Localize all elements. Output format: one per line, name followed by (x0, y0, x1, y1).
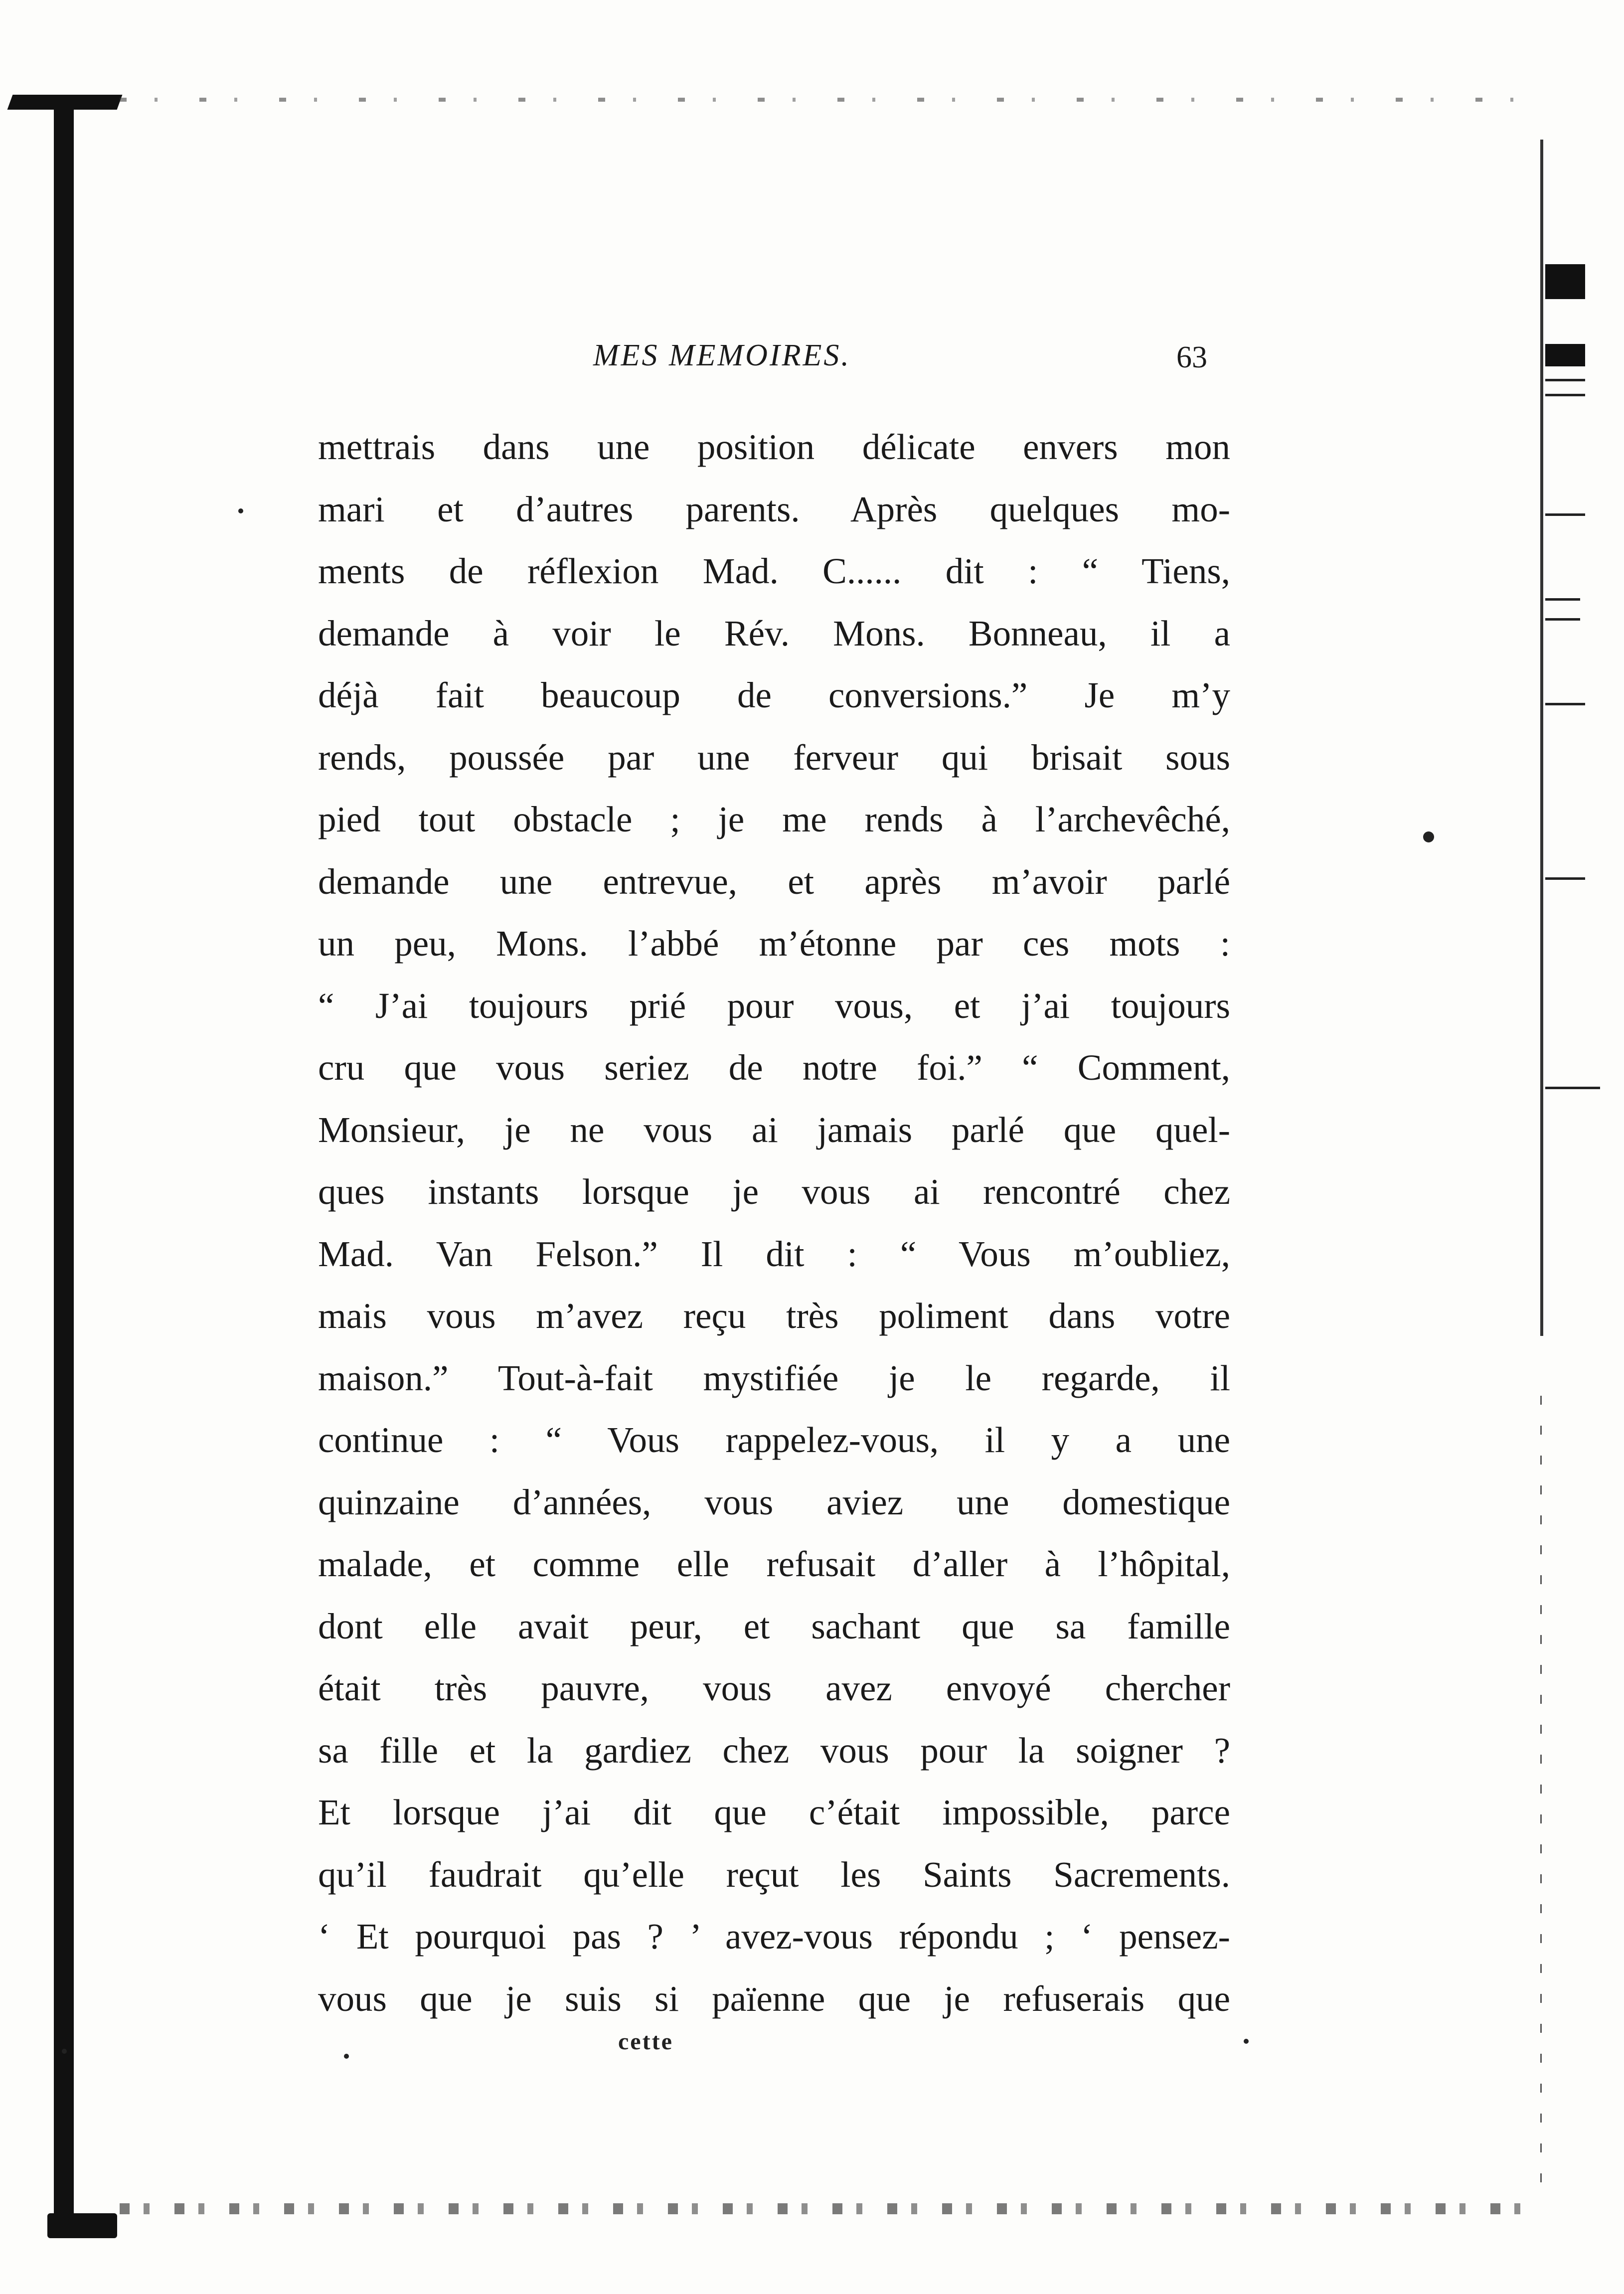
body-text (318, 416, 1230, 2030)
text-line: était très pauvre, vous avez envoyé chercher (318, 1668, 1230, 1708)
edge-mark (1545, 379, 1585, 381)
text-line: continue : “ Vous rappelez-vous, il y a une (318, 1420, 1230, 1460)
edge-mark (1545, 598, 1580, 601)
text-line: qu’il faudrait qu’elle reçut les Saints Sacrements. (318, 1854, 1230, 1895)
text-line: quinzaine d’années, vous aviez une domestique (318, 1481, 1230, 1522)
right-page-edge-lower (1540, 1396, 1542, 2193)
text-line: “ J’ai toujours prié pour vous, et j’ai toujours (318, 985, 1230, 1026)
ink-speck (344, 2054, 349, 2059)
right-page-edge (1540, 140, 1543, 1336)
text-line: ques instants lorsque je vous ai rencontré chez (318, 1171, 1230, 1212)
running-title: MES MEMOIRES. (593, 338, 851, 372)
text-line: pied tout obstacle ; je me rends à l’archevêché, (318, 799, 1230, 839)
edge-mark (1545, 1087, 1600, 1089)
edge-mark (1545, 344, 1585, 366)
text-line: mari et d’autres parents. Après quelques mo- (318, 489, 1230, 529)
text-line: déjà fait beaucoup de conversions.” Je m’y (318, 675, 1230, 715)
edge-mark (1545, 394, 1585, 396)
text-line: malade, et comme elle refusait d’aller à l’hôpital, (318, 1544, 1230, 1584)
text-line: dont elle avait peur, et sachant que sa famille (318, 1606, 1230, 1646)
text-line: un peu, Mons. l’abbé m’étonne par ces mots : (318, 923, 1230, 964)
edge-mark (1545, 703, 1585, 705)
ink-speck (1423, 831, 1434, 842)
edge-mark (1545, 618, 1580, 621)
text-line: vous que je suis si païenne que je refuserais que (318, 1978, 1230, 2019)
catchword: cette (618, 2028, 673, 2055)
text-line: maison.” Tout-à-fait mystifiée je le regarde, il (318, 1357, 1230, 1398)
text-line: Mad. Van Felson.” Il dit : “ Vous m’oubliez, (318, 1233, 1230, 1274)
scan-edge-top (120, 98, 1540, 102)
text-line: mettrais dans une position délicate envers mon (318, 427, 1230, 467)
binding-edge-bottom (47, 2213, 117, 2238)
text-line: demande à voir le Rév. Mons. Bonneau, il a (318, 613, 1230, 654)
text-line: ments de réflexion Mad. C...... dit : “ Tiens, (318, 551, 1230, 591)
edge-mark (1545, 513, 1585, 516)
ink-speck (238, 508, 243, 513)
binding-edge (54, 105, 74, 2233)
text-line: rends, poussée par une ferveur qui brisait sous (318, 737, 1230, 778)
text-line: cru que vous seriez de notre foi.” “ Comment, (318, 1047, 1230, 1088)
scan-edge-bottom (120, 2203, 1540, 2214)
text-line: demande une entrevue, et après m’avoir parlé (318, 861, 1230, 902)
text-line: mais vous m’avez reçu très poliment dans votre (318, 1296, 1230, 1336)
text-line: Monsieur, je ne vous ai jamais parlé que quel- (318, 1109, 1230, 1150)
page-number: 63 (1176, 340, 1207, 374)
text-line: Et lorsque j’ai dit que c’était impossible, parce (318, 1792, 1230, 1832)
edge-mark (1545, 877, 1585, 880)
text-line: ‘ Et pourquoi pas ? ’ avez-vous répondu ; ‘ pensez- (318, 1916, 1230, 1957)
ink-speck (1244, 2039, 1249, 2044)
text-line: sa fille et la gardiez chez vous pour la soigner ? (318, 1730, 1230, 1771)
ink-speck (62, 2049, 67, 2054)
edge-mark (1545, 264, 1585, 299)
